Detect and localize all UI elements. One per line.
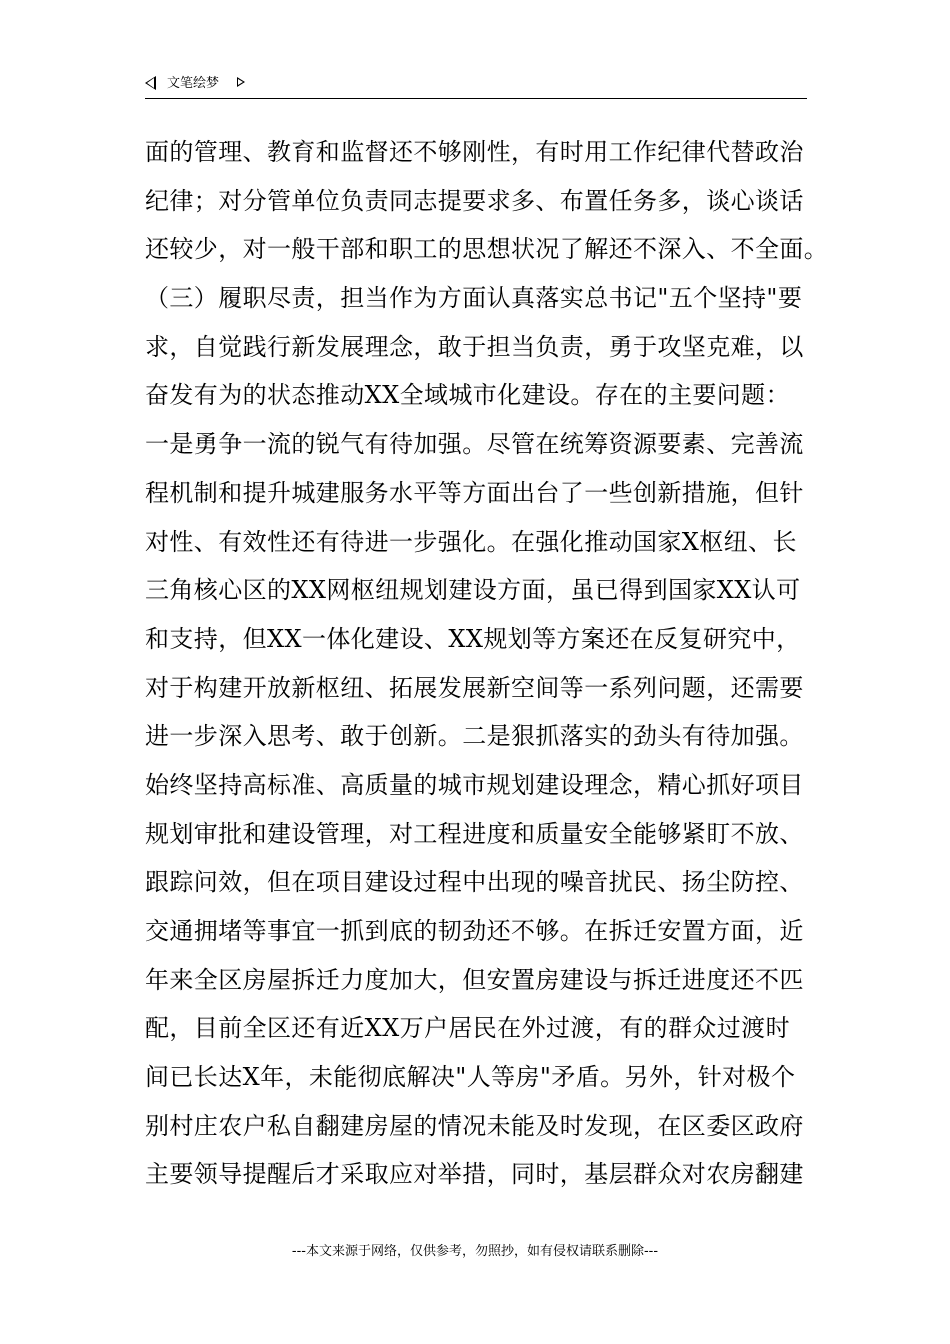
text-line: 间已长达X年，未能彻底解决"人等房"矛盾。另外，针对极个 — [145, 1063, 796, 1092]
text-line: 三角核心区的XX网枢纽规划建设方面，虽已得到国家XX认可 — [145, 576, 801, 605]
text-line: 和支持，但XX一体化建设、XX规划等方案还在反复研究中， — [145, 624, 801, 653]
text-line: 求，自觉践行新发展理念，敢于担当负责，勇于攻坚克难，以 — [145, 332, 804, 361]
text-line: 配，目前全区还有近XX万户居民在外过渡，有的群众过渡时 — [145, 1014, 790, 1043]
text-line: 对于构建开放新枢纽、拓展发展新空间等一系列问题，还需要 — [145, 673, 804, 702]
text-line: 还较少，对一般干部和职工的思想状况了解还不深入、不全面。 — [145, 235, 829, 264]
triangle-right-icon — [237, 77, 245, 87]
text-line: 程机制和提升城建服务水平等方面出台了一些创新措施，但针 — [145, 478, 804, 507]
text-line: 始终坚持高标准、高质量的城市规划建设理念，精心抓好项目 — [145, 770, 804, 799]
text-line: 跟踪问效，但在项目建设过程中出现的噪音扰民、扬尘防控、 — [145, 868, 804, 897]
header-title: 文笔绘梦 — [167, 76, 220, 91]
text-line: 年来全区房屋拆迁力度加大，但安置房建设与拆迁进度还不匹 — [145, 965, 804, 994]
text-line: 对性、有效性还有待进一步强化。在强化推动国家X枢纽、长 — [145, 527, 797, 556]
text-line: 主要领导提醒后才采取应对举措，同时，基层群众对农房翻建 — [145, 1160, 804, 1189]
text-line: 奋发有为的状态推动XX全域城市化建设。存在的主要问题： — [145, 381, 790, 410]
text-line: 一是勇争一流的锐气有待加强。尽管在统筹资源要素、完善流 — [145, 430, 804, 459]
document-body — [145, 128, 829, 1199]
page-header — [145, 72, 807, 99]
text-line: 纪律；对分管单位负责同志提要求多、布置任务多，谈心谈话 — [145, 186, 804, 215]
page-footer: ---本文来源于网络，仅供参考，勿照抄，如有侵权请联系删除--- — [291, 1244, 659, 1259]
text-line: 面的管理、教育和监督还不够刚性，有时用工作纪律代替政治 — [145, 138, 804, 166]
text-line: （三）履职尽责，担当作为方面认真落实总书记"五个坚持"要 — [145, 284, 803, 313]
triangle-left-icon — [145, 76, 156, 90]
text-line: 别村庄农户私自翻建房屋的情况未能及时发现，在区委区政府 — [145, 1111, 804, 1140]
text-line: 进一步深入思考、敢于创新。二是狠抓落实的劲头有待加强。 — [145, 722, 804, 751]
text-line: 规划审批和建设管理，对工程进度和质量安全能够紧盯不放、 — [145, 819, 804, 848]
text-line: 交通拥堵等事宜一抓到底的韧劲还不够。在拆迁安置方面，近 — [145, 917, 804, 945]
